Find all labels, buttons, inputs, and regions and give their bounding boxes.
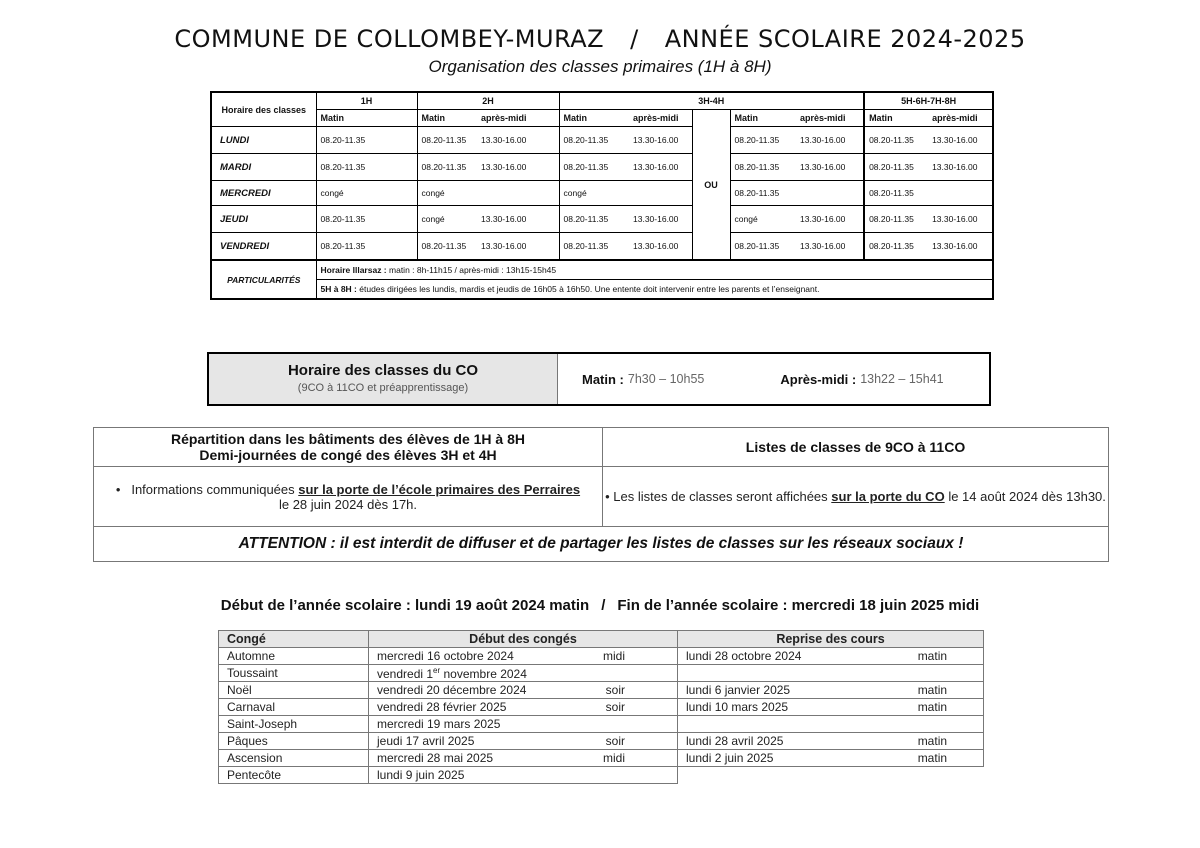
apres-label: après-midi (629, 110, 692, 127)
holiday-start-time (569, 767, 678, 784)
info-right-pre: Les listes de classes seront affichées (613, 489, 828, 504)
cell: 13.30-16.00 (477, 233, 559, 261)
holiday-end-time (878, 665, 984, 682)
co-title-block (209, 354, 558, 404)
holiday-name: Saint-Joseph (219, 716, 369, 733)
cell: 08.20-11.35 (864, 206, 928, 233)
holiday-col-conge: Congé (219, 631, 369, 648)
primary-header-row (211, 92, 993, 110)
holiday-start-time: soir (569, 682, 678, 699)
cell: 13.30-16.00 (796, 154, 864, 181)
repartition-info-right (603, 467, 1109, 527)
cell: congé (417, 181, 477, 206)
table-row (219, 665, 984, 682)
group-1h: 1H (316, 92, 417, 110)
holiday-end-time: matin (878, 648, 984, 665)
table-row (219, 648, 984, 665)
holiday-start: mercredi 19 mars 2025 (369, 716, 569, 733)
cell: 13.30-16.00 (629, 127, 692, 154)
holiday-start-part: vendredi 1 (377, 666, 434, 681)
matin-label: Matin (730, 110, 796, 127)
holiday-start: jeudi 17 avril 2025 (369, 733, 569, 750)
holiday-empty-cell (678, 767, 984, 784)
school-year-dates (0, 597, 1200, 614)
holiday-col-reprise: Reprise des cours (678, 631, 984, 648)
cell: 08.20-11.35 (559, 233, 629, 261)
day-label: MERCREDI (211, 181, 316, 206)
holiday-start-time (569, 716, 678, 733)
holiday-start: vendredi 20 décembre 2024 (369, 682, 569, 699)
holiday-start-time: soir (569, 699, 678, 716)
cell: 13.30-16.00 (796, 127, 864, 154)
holiday-end-time: matin (878, 682, 984, 699)
cell: 08.20-11.35 (316, 154, 417, 181)
cell: 13.30-16.00 (629, 233, 692, 261)
table-row (211, 233, 993, 261)
attention-notice: ATTENTION : il est interdit de diffuser et de partager les listes de classes sur les réseaux sociaux ! (94, 527, 1109, 562)
table-row (219, 682, 984, 699)
ou-label: OU (692, 110, 730, 261)
co-matin-value: 7h30 – 10h55 (627, 372, 705, 386)
holiday-end: lundi 2 juin 2025 (678, 750, 878, 767)
cell: 08.20-11.35 (417, 154, 477, 181)
holidays-table (218, 630, 984, 784)
apres-label: après-midi (928, 110, 993, 127)
apres-label: après-midi (477, 110, 559, 127)
cell: congé (559, 181, 629, 206)
attention-row (94, 527, 1109, 562)
info-right-post: le 14 août 2024 dès 13h30. (948, 489, 1106, 504)
holiday-name: Toussaint (219, 665, 369, 682)
bullet-icon: • (115, 481, 121, 497)
cell (928, 181, 993, 206)
table-row (211, 206, 993, 233)
holiday-start-sup: er (433, 665, 441, 675)
holiday-name: Ascension (219, 750, 369, 767)
day-label: LUNDI (211, 127, 316, 154)
co-matin-label: Matin : (582, 371, 624, 387)
cell: 08.20-11.35 (316, 206, 417, 233)
info-left-pre: Informations communiquées (131, 481, 295, 497)
apres-label: après-midi (796, 110, 864, 127)
title-commune: COMMUNE DE COLLOMBEY-MURAZ (174, 25, 605, 53)
co-subtitle: (9CO à 11CO et préapprentissage) (297, 382, 469, 394)
co-hours (558, 354, 989, 404)
co-apres-label: Après-midi : (780, 371, 857, 387)
repartition-header-row (94, 428, 1109, 467)
illarsaz-text: matin : 8h-11h15 / après-midi : 13h15-15h45 (389, 265, 557, 275)
page-subtitle: Organisation des classes primaires (1H à 8H) (428, 57, 772, 76)
info-left-link[interactable]: sur la porte de l’école primaires des Perraires (298, 481, 581, 497)
cell: 08.20-11.35 (417, 127, 477, 154)
cell: 13.30-16.00 (796, 233, 864, 261)
holiday-end (678, 716, 878, 733)
cell: 08.20-11.35 (730, 154, 796, 181)
repartition-head-left (94, 428, 603, 467)
info-left-date: le 28 juin 2024 dès 17h. (278, 496, 418, 512)
school-year-end: Fin de l’année scolaire : mercredi 18 juin 2025 midi (617, 597, 980, 614)
table-row (219, 716, 984, 733)
matin-label: Matin (864, 110, 928, 127)
title-separator: / (630, 25, 639, 53)
holiday-start (369, 665, 569, 682)
cell: 08.20-11.35 (730, 181, 796, 206)
etudes-label: 5H à 8H : (320, 284, 357, 294)
cell: 13.30-16.00 (629, 206, 692, 233)
holiday-end-time: matin (878, 750, 984, 767)
table-row (211, 154, 993, 181)
table-row (219, 733, 984, 750)
holiday-start: mercredi 16 octobre 2024 (369, 648, 569, 665)
holiday-start-time: midi (569, 750, 678, 767)
cell: 08.20-11.35 (559, 127, 629, 154)
table-row (219, 767, 984, 784)
cell: 13.30-16.00 (477, 206, 559, 233)
day-label: JEUDI (211, 206, 316, 233)
holiday-start-time (569, 665, 678, 682)
holiday-col-debut: Début des congés (369, 631, 678, 648)
cell (477, 181, 559, 206)
cell: 13.30-16.00 (928, 154, 993, 181)
illarsaz-label: Horaire Illarsaz : (320, 265, 387, 275)
holidays-header-row (219, 631, 984, 648)
cell: 13.30-16.00 (629, 154, 692, 181)
holiday-end-time (878, 716, 984, 733)
co-schedule-box (207, 352, 991, 406)
cell: 08.20-11.35 (417, 233, 477, 261)
cell: 08.20-11.35 (864, 181, 928, 206)
holiday-name: Pentecôte (219, 767, 369, 784)
day-label: MARDI (211, 154, 316, 181)
cell: 13.30-16.00 (796, 206, 864, 233)
table-row (211, 127, 993, 154)
particularites-label: PARTICULARITÉS (211, 260, 316, 299)
holiday-start-time: soir (569, 733, 678, 750)
holiday-end-time: matin (878, 733, 984, 750)
cell: 13.30-16.00 (477, 127, 559, 154)
particularites-row (211, 260, 993, 280)
table-row (219, 750, 984, 767)
cell: 08.20-11.35 (864, 154, 928, 181)
matin-label: Matin (316, 110, 417, 127)
cell: 13.30-16.00 (928, 206, 993, 233)
repartition-head-line-2: Demi-journées de congé des élèves 3H et 4H (199, 447, 497, 463)
holiday-start: mercredi 28 mai 2025 (369, 750, 569, 767)
holiday-name: Noël (219, 682, 369, 699)
info-right-link[interactable]: sur la porte du CO (831, 489, 945, 504)
holiday-name: Carnaval (219, 699, 369, 716)
repartition-table (93, 427, 1109, 562)
cell: 08.20-11.35 (864, 127, 928, 154)
group-3h-4h: 3H-4H (559, 92, 864, 110)
table-row (211, 181, 993, 206)
cell: 13.30-16.00 (928, 233, 993, 261)
cell: 08.20-11.35 (559, 206, 629, 233)
cell (796, 181, 864, 206)
cell: 08.20-11.35 (730, 127, 796, 154)
holiday-end (678, 665, 878, 682)
cell: 08.20-11.35 (730, 233, 796, 261)
cell: congé (316, 181, 417, 206)
holiday-start: vendredi 28 février 2025 (369, 699, 569, 716)
particularite-illarsaz (316, 260, 993, 280)
repartition-body-row (94, 467, 1109, 527)
holiday-end: lundi 10 mars 2025 (678, 699, 878, 716)
cell: congé (730, 206, 796, 233)
cell (629, 181, 692, 206)
group-2h: 2H (417, 92, 559, 110)
repartition-head-right: Listes de classes de 9CO à 11CO (603, 428, 1109, 467)
holiday-end: lundi 6 janvier 2025 (678, 682, 878, 699)
corner-label: Horaire des classes (211, 92, 316, 127)
cell: 08.20-11.35 (864, 233, 928, 261)
school-year-start: Début de l’année scolaire : lundi 19 août 2024 matin (220, 597, 590, 614)
dates-separator: / (601, 597, 606, 614)
group-5h-8h: 5H-6H-7H-8H (864, 92, 993, 110)
page-title (0, 25, 1200, 53)
holiday-name: Automne (219, 648, 369, 665)
co-apres-value: 13h22 – 15h41 (860, 372, 944, 386)
co-title: Horaire des classes du CO (287, 362, 479, 379)
cell: congé (417, 206, 477, 233)
table-row (219, 699, 984, 716)
holiday-name: Pâques (219, 733, 369, 750)
holiday-end-time: matin (878, 699, 984, 716)
bullet-icon: • (605, 489, 610, 504)
etudes-text: études dirigées les lundis, mardis et jeudis de 16h05 à 16h50. Une entente doit intervenir entre les parents et l’enseignant. (359, 284, 820, 294)
primary-schedule-table (210, 91, 994, 300)
matin-label: Matin (559, 110, 629, 127)
matin-label: Matin (417, 110, 477, 127)
primary-subheader-row (211, 110, 993, 127)
cell: 08.20-11.35 (316, 127, 417, 154)
particularites-row (211, 280, 993, 300)
holiday-start-part: novembre 2024 (440, 666, 527, 681)
repartition-info-left (94, 467, 603, 527)
title-year: ANNÉE SCOLAIRE 2024-2025 (664, 25, 1026, 53)
holiday-end: lundi 28 avril 2025 (678, 733, 878, 750)
cell: 08.20-11.35 (316, 233, 417, 261)
cell: 13.30-16.00 (928, 127, 993, 154)
holiday-start: lundi 9 juin 2025 (369, 767, 569, 784)
cell: 13.30-16.00 (477, 154, 559, 181)
particularite-etudes (316, 280, 993, 300)
cell: 08.20-11.35 (559, 154, 629, 181)
holiday-start-time: midi (569, 648, 678, 665)
repartition-head-line-1: Répartition dans les bâtiments des élèves de 1H à 8H (170, 431, 526, 447)
day-label: VENDREDI (211, 233, 316, 261)
holiday-end: lundi 28 octobre 2024 (678, 648, 878, 665)
